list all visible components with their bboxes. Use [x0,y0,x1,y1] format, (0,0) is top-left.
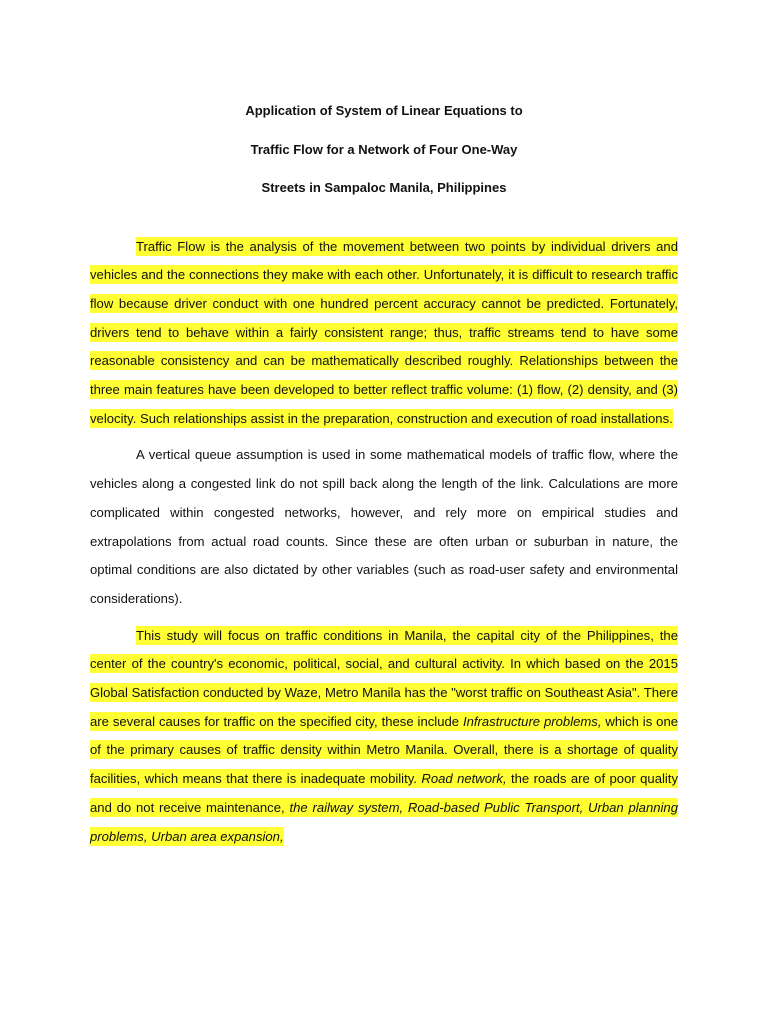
highlighted-italic-road-network: Road network, [421,771,507,787]
highlighted-italic-infrastructure: Infrastructure problems, [462,713,602,729]
highlighted-text-1: This study will focus on traffic conditions in Manila, the capital city of the Philippines, the center of the country's economic, political, social, and cultural activity. In which based on the 2015 Global Satisfaction conducted by Waze, Metro Manila has the "worst traffic on Southeast Asia". There are several causes for traffic on the specified city, these include [90,627,678,729]
paragraph-manila-study [90,622,678,852]
highlighted-text: Traffic Flow is the analysis of the movement between two points by individual drivers and vehicles and the connections they make with each other. Unfortunately, it is difficult to research traffic flow because driver conduct with one hundred percent accuracy cannot be predicted. Fortunately, drivers tend to behave within a fairly consistent range; thus, traffic streams tend to have some reasonable consistency and can be mathematically described roughly. Relationships between the three main features have been developed to better reflect traffic volume: (1) flow, (2) density, and (3) velocity. Such relationships assist in the preparation, construction and execution of road installations. [90,238,678,426]
highlighted-italic-railway: the railway system, Road-based Public Transport, Urban planning problems, Urban area expansion, [90,799,678,844]
title-line-2: Traffic Flow for a Network of Four One-Way [250,141,518,157]
paragraph-vertical-queue: A vertical queue assumption is used in some mathematical models of traffic flow, where the vehicles along a congested link do not spill back along the length of the link. Calculations are more complicated within congested networks, however, and rely more on empirical studies and extrapolations from actual road counts. Since these are often urban or suburban in nature, the optimal conditions are also dictated by other variables (such as road-user safety and environmental considerations). [90,447,678,606]
highlighted-text-3: the roads are of poor quality and do not receive maintenance, [90,771,678,815]
title-line-1: Application of System of Linear Equations to [245,103,523,118]
highlighted-text-2: which is one of the primary causes of traffic density within Metro Manila. Overall, there is a shortage of quality facilities, which means that there is inadequate mobility. [90,713,679,787]
document-title [90,0,678,208]
paragraph-traffic-flow [90,233,678,434]
title-line-3: Streets in Sampaloc Manila, Philippines [261,180,507,195]
